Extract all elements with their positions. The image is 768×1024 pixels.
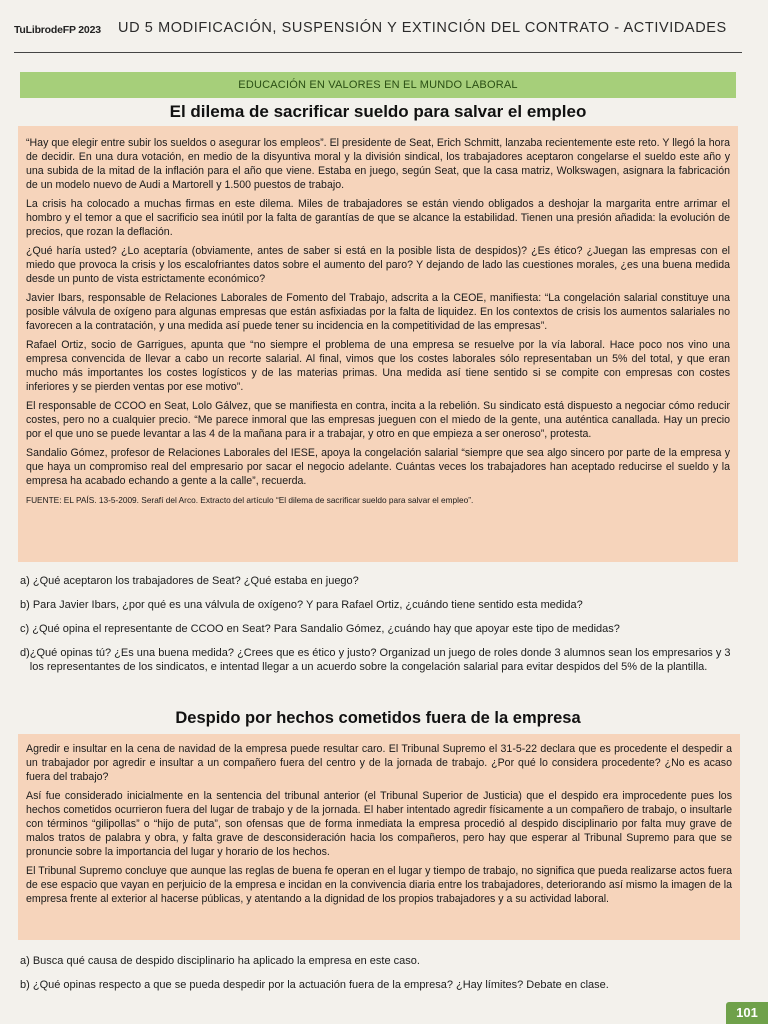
question-label: c): [20, 623, 33, 635]
article-paragraph: El responsable de CCOO en Seat, Lolo Gálvez, que se manifiesta en contra, incita a la rebelión. Su sindicato está dispuesto a negociar cómo reducir costes, pero no a cualquier precio. “Me parece inmoral que las empresas jueguen con el miedo de la gente, una auténtica canallada. Hay un precio por el que uno se puede levantar a las 4 de la mañana para ir a trabajar, y otro en que empieza a ser oneroso”, protesta.: [26, 400, 730, 440]
question-label: b): [20, 599, 33, 611]
question-item: [20, 954, 740, 968]
article-box: [18, 126, 738, 562]
question-text: ¿Qué opina el representante de CCOO en Seat? Para Sandalio Gómez, ¿cuándo hay que apoyar este tipo de medidas?: [32, 623, 620, 635]
header-divider: [14, 52, 742, 53]
section-title: El dilema de sacrificar sueldo para salvar el empleo: [169, 102, 587, 121]
brand-label: TuLibrodeFP 2023: [14, 24, 101, 36]
page-header: [14, 18, 742, 58]
case-paragraph: Agredir e insultar en la cena de navidad de la empresa puede resultar caro. El Tribunal Supremo el 31-5-22 declara que es procedente el despedir a un trabajador por agredir e insultar a un compañero fuera del centro y de la jornada de trabajo. ¿Por qué lo considera procedente? ¿No es acaso fuera del trabajo?: [26, 743, 732, 783]
question-item: [20, 598, 740, 612]
article-paragraph: La crisis ha colocado a muchas firmas en este dilema. Miles de trabajadores se están viendo obligados a deshojar la margarita entre arrimar el hombro y el temor a que el sacrificio sea inútil por la falta de garantías de que se alcance la estabilidad. Tienen una presión añadida: la evolución de precios, que rozan la deflación.: [26, 198, 730, 238]
page-number: 101: [726, 1002, 768, 1024]
question-text: ¿Qué opinas respecto a que se pueda despedir por la actuación fuera de la empresa? ¿Hay límites? Debate en clase.: [32, 979, 609, 991]
section-banner: EDUCACIÓN EN VALORES EN EL MUNDO LABORAL: [20, 72, 736, 98]
case-paragraph: Así fue considerado inicialmente en la sentencia del tribunal anterior (el Tribunal Superior de Justicia) que el despido era improcedente pues los hechos cometidos ocurrieron fuera del lugar de trabajo y de la jornada. El haber intentado agredir físicamente a un compañero de trabajo, o insultarle con términos “gilipollas” o “hijo de puta”, son ofensas que de forma inmediata la empresa procedió al despido disciplinario por falta muy grave de malos tratos de palabra y obra, y falta grave de desconsideración hacia los compañeros, pero hay que esperar al Tribunal Supremo para que se pronuncie sobre la importancia del lugar y horario de los hechos.: [26, 790, 732, 858]
article-source: FUENTE: EL PAÍS. 13-5-2009. Serafí del Arco. Extracto del artículo “El dilema de sacrificar sueldo para salvar el empleo”.: [26, 495, 474, 505]
article-paragraph: Javier Ibars, responsable de Relaciones Laborales de Fomento del Trabajo, adscrita a la CEOE, manifiesta: “La congelación salarial constituye una posible válvula de oxígeno para algunas empresas que están asfixiadas por la falta de liquidez. En los contextos de crisis los aumentos salariales no favorecen a la contratación, y una medida así puede tener su incidencia en la competitividad de las empresas”.: [26, 292, 730, 332]
question-label: a): [20, 575, 33, 587]
article-paragraph: Rafael Ortiz, socio de Garrigues, apunta que “no siempre el problema de una empresa se resuelve por la vía laboral. Hace poco nos vino una empresa convencida de llevar a cabo un recorte salarial. Al final, vimos que los costes laborales sólo representaban un 5% del total, y que eran mucho más importantes los costes logísticos y de las materias primas. Una medida así tiene sentido si se compite con empresas con costes inferiores y se pierden ventas por ese motivo”.: [26, 339, 730, 393]
question-item: [20, 646, 740, 674]
question-text: ¿Qué aceptaron los trabajadores de Seat? ¿Qué estaba en juego?: [32, 575, 359, 587]
question-label: d): [20, 647, 30, 659]
question-list: [20, 954, 740, 1002]
case-box: [18, 734, 740, 940]
question-item: [20, 574, 740, 588]
article-paragraph: Sandalio Gómez, profesor de Relaciones Laborales del IESE, apoya la congelación salarial “siempre que sea algo sincero por parte de la empresa y que haya un compromiso real del empresario por sacar el negocio adelante. Cuántas veces los trabajadores han aceptado reducirse el sueldo y la empresa ha acabado echando a gente a la calle”, recuerda.: [26, 447, 730, 487]
case-paragraph: El Tribunal Supremo concluye que aunque las reglas de buena fe operan en el lugar y tiempo de trabajo, no significa que pueda realizarse actos fuera de ese espacio que vayan en perjuicio de la empresa e incidan en la convivencia diaria entre los trabajadores, deteriorando así mismo la imagen de la empresa frente al exterior al hacerse públicas, y atentando a la dignidad de los propios trabajadores y a su actividad laboral.: [26, 865, 732, 905]
unit-title: UD 5 MODIFICACIÓN, SUSPENSIÓN Y EXTINCIÓN DEL CONTRATO - ACTIVIDADES: [118, 20, 727, 36]
question-text: Para Javier Ibars, ¿por qué es una válvula de oxígeno? Y para Rafael Ortiz, ¿cuándo tiene sentido esta medida?: [32, 599, 583, 611]
section-title: Despido por hechos cometidos fuera de la empresa: [175, 709, 581, 727]
article-paragraph: ¿Qué haría usted? ¿Lo aceptaría (obviamente, antes de saber si está en la posible lista de despidos)? ¿Es ético? ¿Juegan las empresas con el miedo que provoca la crisis y los escalofriantes datos sobre el aumento del paro? Y dejando de lado las cuestiones morales, ¿es una buena medida desde un punto de vista estrictamente económico?: [26, 245, 730, 285]
question-label: a): [20, 955, 33, 967]
question-item: [20, 978, 740, 992]
question-list: [20, 574, 740, 684]
question-item: [20, 622, 740, 636]
question-text: ¿Qué opinas tú? ¿Es una buena medida? ¿Crees que es ético y justo? Organizad un juego de roles donde 3 alumnos sean los empresarios y 3 los representantes de los sindicatos, e intentad llegar a un acuerdo sobre la congelación salarial para evitar despidos del 5% de la plantilla.: [29, 647, 731, 673]
article-paragraph: “Hay que elegir entre subir los sueldos o asegurar los empleos”. El presidente de Seat, Erich Schmitt, lanzaba recientemente este reto. Y llegó la hora de decidir. En una dura votación, en medio de la disyuntiva moral y la división sindical, los trabajadores aceptaron congelarse el sueldo este año y una subida de la mitad de la inflación para el año que viene. Estaba en juego, según Seat, que la casa matriz, Wolkswagen, asignara la fabricación de un modelo nuevo de Audi a Martorell y 1.500 puestos de trabajo.: [26, 137, 730, 191]
question-label: b): [20, 979, 33, 991]
question-text: Busca qué causa de despido disciplinario ha aplicado la empresa en este caso.: [32, 955, 420, 967]
